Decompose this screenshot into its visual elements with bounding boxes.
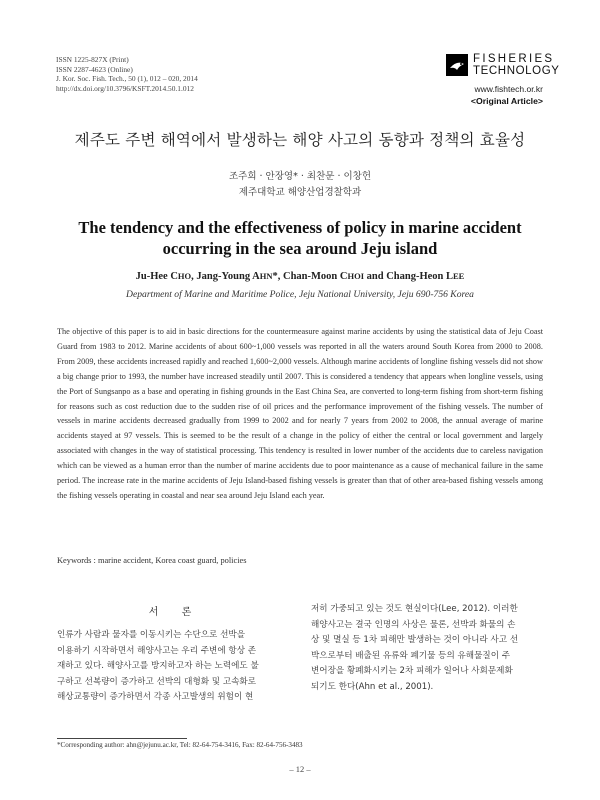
body-line: 저히 가중되고 있는 것도 현실이다(Lee, 2012). 이러한 <box>311 604 518 614</box>
journal-citation: J. Kor. Soc. Fish. Tech., 50 (1), 012 – 020, 2014 <box>56 74 198 84</box>
author-4-given: Chang-Heon <box>386 271 446 282</box>
author-1-surname-initial: C <box>170 271 178 282</box>
page-number: – 12 – <box>289 764 311 774</box>
author-3-surname-initial: C <box>339 271 348 282</box>
logo-word-fisheries: FISHERIES <box>473 53 555 65</box>
korean-authors: 조주희 · 안장영* · 최찬문 · 이창헌 <box>228 171 372 182</box>
body-line: 재하고 있다. 해양사고를 방지하고자 하는 노력에도 불 <box>57 661 259 672</box>
body-line: 변어장을 황폐화시키는 2차 피해가 일어나 사회문제화 <box>311 666 513 677</box>
body-line: 해양사고는 결국 인명의 사상은 물론, 선박과 화물의 손 <box>311 619 516 630</box>
logo-word-technology: TECHNOLOGY <box>473 65 560 77</box>
journal-info <box>56 55 198 93</box>
article-type-label: <Original Article> <box>470 96 543 106</box>
author-4-surname-rest: EE <box>453 271 465 281</box>
author-3-separator: and <box>364 271 387 282</box>
author-3-surname-rest: HOI <box>347 271 364 281</box>
body-line: 해상교통량이 증가하면서 각종 사고발생의 위험이 현 <box>57 692 254 703</box>
issn-online: ISSN 2287-4623 (Online) <box>56 64 133 74</box>
author-2-separator: *, <box>272 271 283 282</box>
author-1-separator: , <box>191 271 197 282</box>
english-title-line-1: The tendency and the effectiveness of policy in marine accident <box>78 218 522 237</box>
author-2-surname-rest: HN <box>259 271 273 281</box>
english-title <box>60 217 540 259</box>
fish-hook-logo-icon <box>446 54 468 76</box>
body-line: 상 및 멸실 등 1차 피해만 발생하는 것이 아니라 사고 선 <box>311 635 519 646</box>
author-1-given: Ju-Hee <box>135 271 171 282</box>
body-line: 이용하기 시작하면서 해양사고는 우리 주변에 항상 존 <box>57 645 257 656</box>
body-line: 구하고 선복량이 증가하고 선박의 대형화 및 고속화로 <box>57 676 257 687</box>
english-affiliation: Department of Marine and Maritime Police, Jeju National University, Jeju 690-756 Korea <box>126 289 474 300</box>
journal-website-link[interactable]: www.fishtech.or.kr <box>474 84 543 94</box>
author-3-given: Chan-Moon <box>282 271 340 282</box>
author-2-surname-initial: A <box>252 271 260 282</box>
section-heading-introduction: 서 론 <box>148 607 202 618</box>
korean-title: 제주도 주변 해역에서 발생하는 해양 사고의 동향과 정책의 효율성 <box>74 131 526 149</box>
author-2-given: Jang-Young <box>196 271 253 282</box>
author-1-surname-rest: HO <box>177 271 192 281</box>
english-authors <box>0 271 600 282</box>
body-line: 인류가 사람과 물자를 이동시키는 수단으로 선박을 <box>57 630 245 640</box>
issn-print: ISSN 1225-827X (Print) <box>56 55 129 64</box>
korean-affiliation: 제주대학교 해양산업경찰학과 <box>238 187 362 198</box>
abstract: The objective of this paper is to aid in basic directions for the countermeasure against marine accidents by using the statistical data of Jeju Coast Guard from 1983 to 2012. Marine accidents of about 600~1,000 vessels was reported in all the waters around South Korea from 2000 to 2008. From 2009, these accidents increased rapidly and reached 1,600~2,000 vessels. Although marine accidents of longline fishing vessels did not show a big change prior to 1993, the number have increased steadily until 2007. This is considered a tendency that appears when longline vessels, using the Port of Sungsanpo as a base and operating in fishing grounds in the East China Sea, are converted to long-term fishing from short-term fishing for reasons such as cost reduction due to the sudden rise of oil prices and the performance improvement of the fishing vessels. The number of vessels in marine accidents decreased gradually from 1999 to 2002 and for nearly 7 years from 2002 to 2008, the annual average of marine accidents stayed at 97 vessels. This is seemed to be the result of a change in the policy of either the central or local government and largely associated with changes in the way of statistical processing. This tendency is resulted in lower number of the accidents due to careless navigation which can be viewed as a human error than the number of marine accidents due to poor maintenance as a cause of mechanical failure in the same period. The increase rate in the marine accidents of Jeju Island-based fishing vessels is greater than that of other area-based fishing vessels among the fishing vessels operating in coastal and near sea around Jeju Island each year. <box>57 327 543 500</box>
footnote-divider <box>57 738 187 739</box>
corresponding-author-footnote: *Corresponding author: ahn@jejunu.ac.kr, Tel: 82-64-754-3416, Fax: 82-64-756-3483 <box>57 741 303 749</box>
body-line: 박으로부터 배출된 유류와 폐기물 등의 유해물질이 주 <box>311 650 511 661</box>
body-line: 되기도 한다(Ahn et al., 2001). <box>311 681 434 692</box>
doi-link[interactable]: http://dx.doi.org/10.3796/KSFT.2014.50.1.012 <box>56 83 194 93</box>
body-column-left <box>57 628 293 706</box>
english-title-line-2: occurring in the sea around Jeju island <box>162 239 438 258</box>
keywords: Keywords : marine accident, Korea coast guard, policies <box>57 556 247 565</box>
body-column-right <box>311 602 547 696</box>
author-4-surname-initial: L <box>446 271 454 282</box>
journal-logo <box>446 52 560 80</box>
